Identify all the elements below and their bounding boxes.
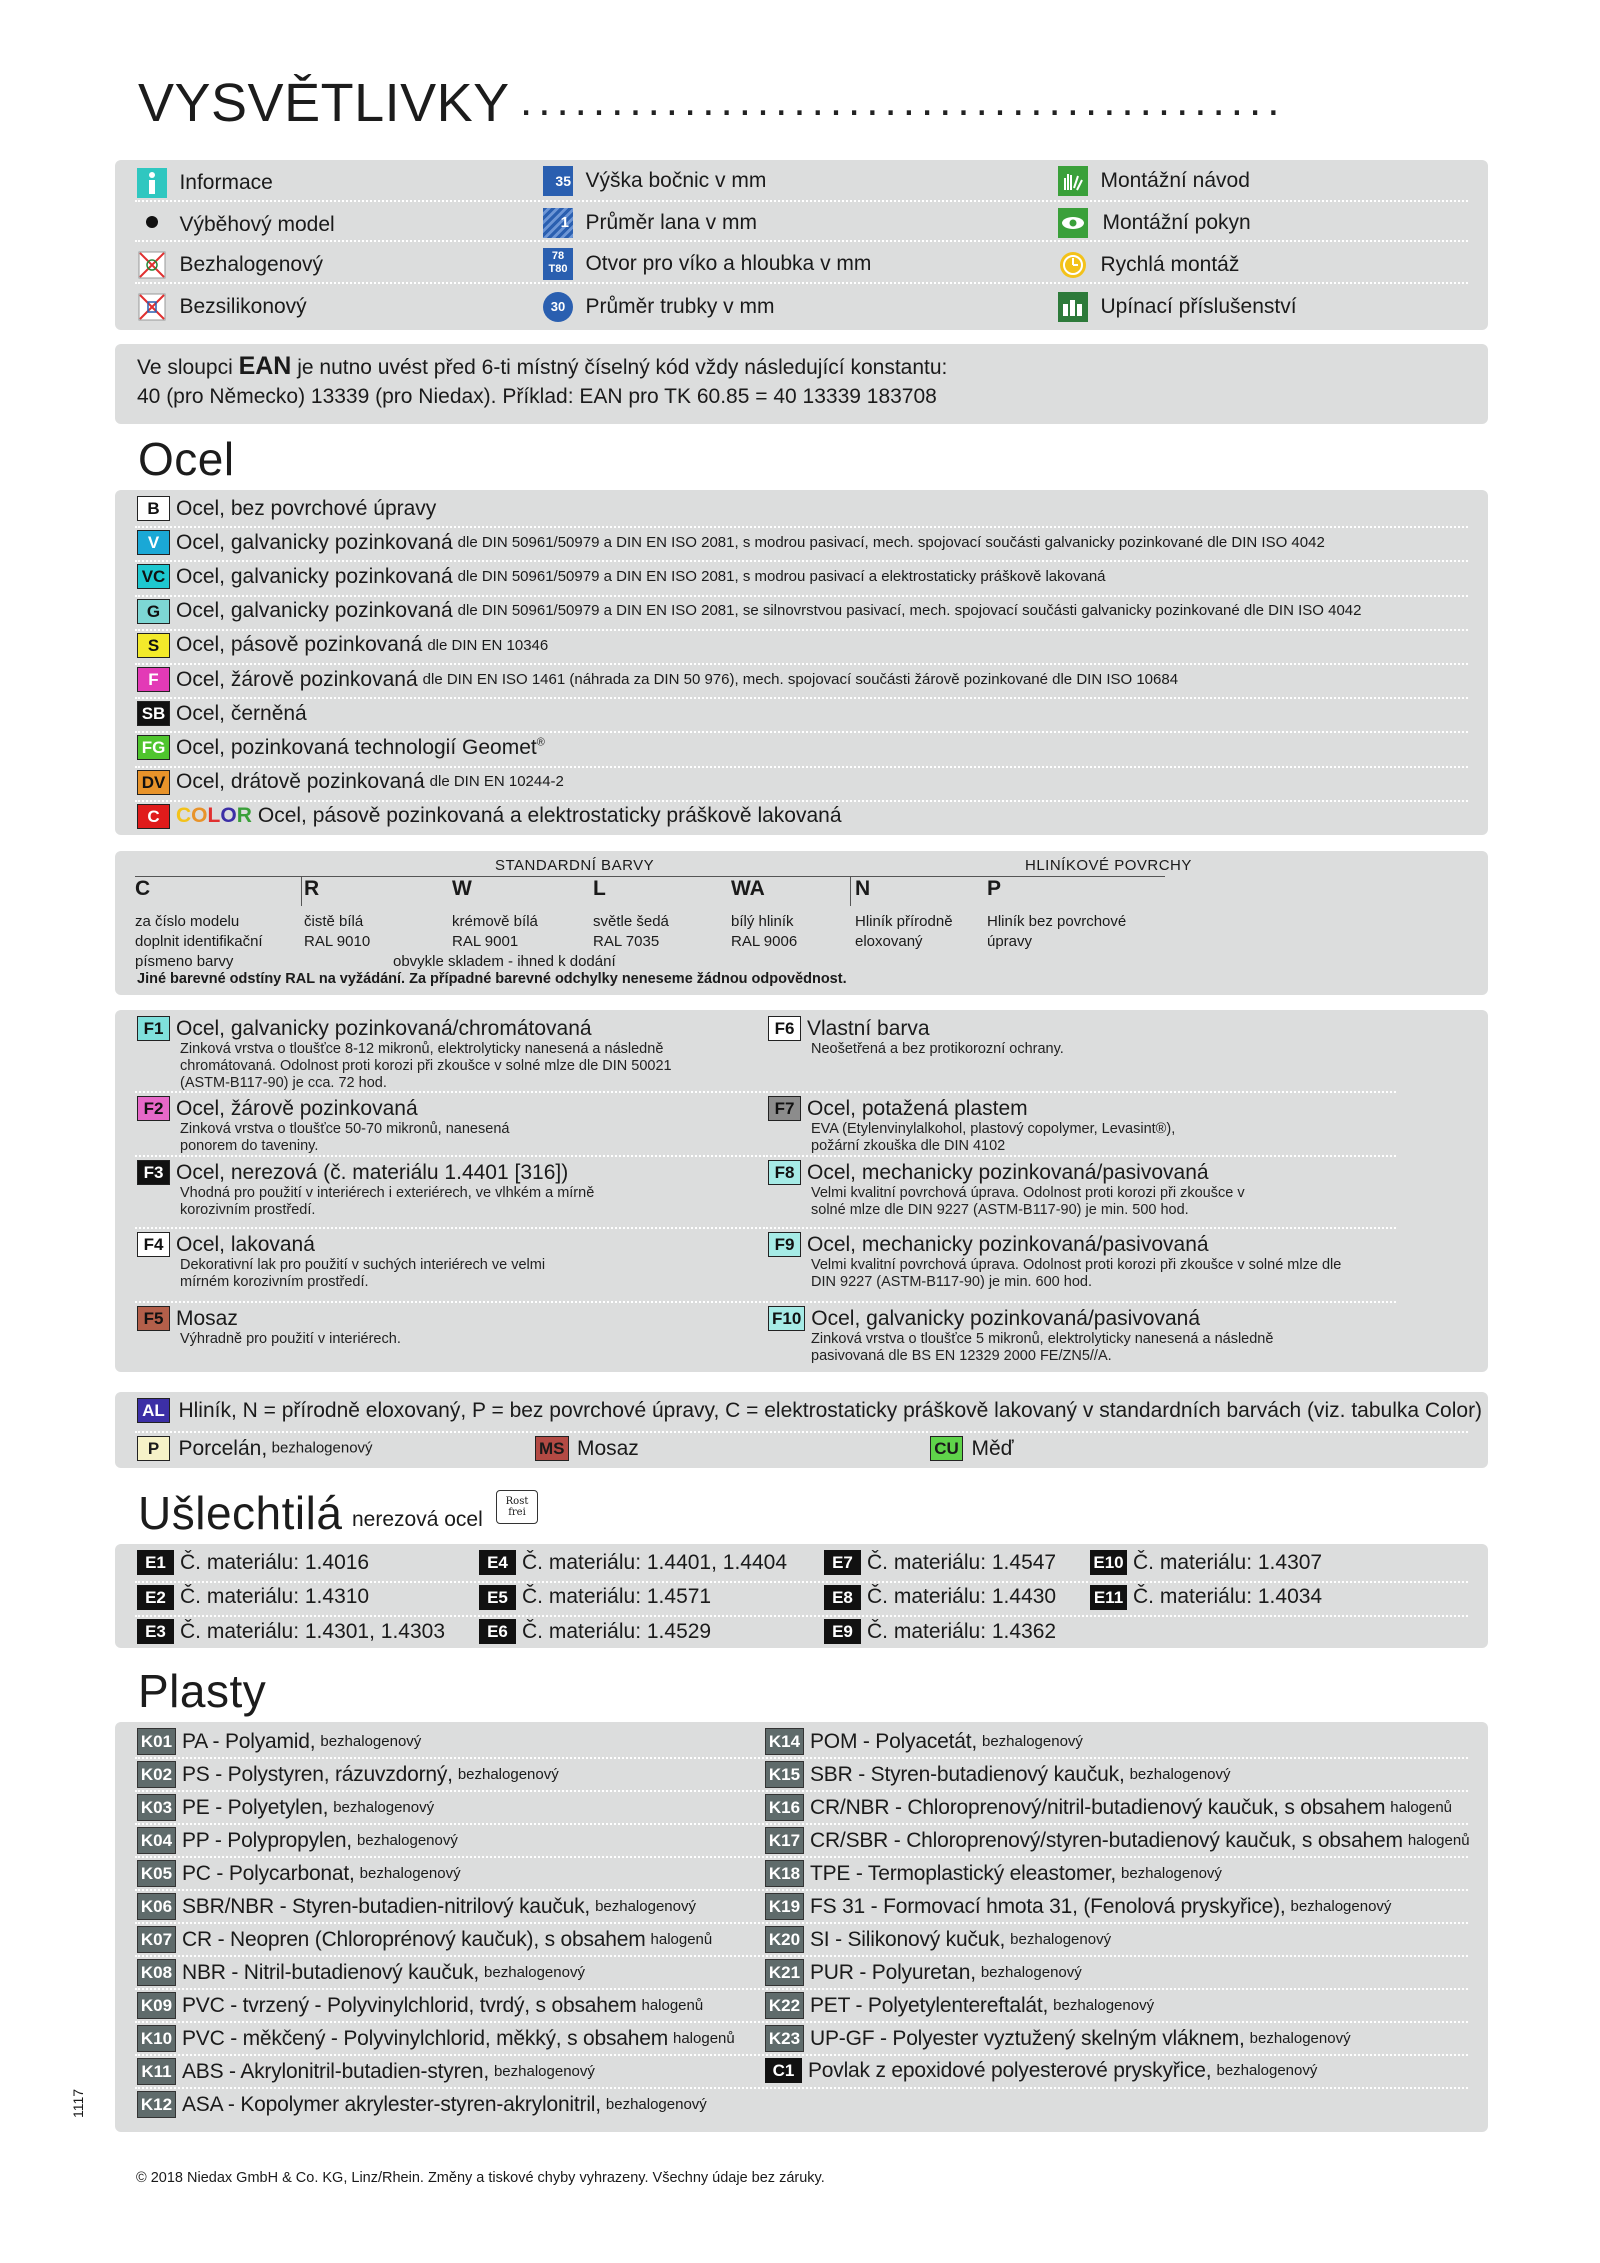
code-cu: CU (930, 1436, 963, 1461)
color-header-p: P (987, 877, 1002, 900)
steel-item-fg: FG Ocel, pozinkovaná technologií Geomet® (137, 735, 545, 760)
code-f3: F3 (137, 1160, 170, 1185)
plastic-item-k02: K02 PS - Polystyren, rázuvzdorný, bezhalogenový (137, 1761, 559, 1788)
code-e9: E9 (824, 1619, 861, 1644)
finish-f9: F9 Ocel, mechanicky pozinkovaná/pasivovaná Velmi kvalitní povrchová úprava. Odolnost proti korozi při zkoušce v solné mlze dle DIN 9227 (ASTM-B117-90) je min. 600 hod. (768, 1232, 1341, 1291)
code-k03: K03 (137, 1794, 176, 1821)
color-header-n: N (855, 877, 871, 900)
stainless-item-e10: E10 Č. materiálu: 1.4307 (1090, 1550, 1322, 1575)
finish-f5: F5 Mosaz Výhradně pro použití v interiérech. (137, 1306, 401, 1348)
steel-list (115, 490, 1488, 835)
finish-f2: F2 Ocel, žárově pozinkovaná Zinková vrstva o tloušťce 50-70 mikronů, nanesená ponorem do taveniny. (137, 1096, 509, 1155)
info-icon (137, 168, 167, 198)
stainless-item-e11: E11 Č. materiálu: 1.4034 (1090, 1585, 1322, 1610)
color-word: COLOR (176, 804, 252, 828)
ean-keyword: EAN (238, 352, 292, 380)
stainless-item-e1: E1 Č. materiálu: 1.4016 (137, 1550, 369, 1575)
code-ms: MS (535, 1436, 569, 1461)
code-k22: K22 (765, 1992, 804, 2019)
finish-list (115, 1010, 1488, 1372)
code-e1: E1 (137, 1550, 174, 1575)
legend-item-assembly-manual: Montážní návod (1058, 166, 1250, 196)
code-e3: E3 (137, 1619, 174, 1644)
quick-mount-icon (1058, 250, 1088, 280)
title-dotted-leader: .......................................... (520, 76, 1286, 125)
code-c: C (137, 804, 170, 829)
code-b: B (137, 496, 170, 521)
plastic-item-k21: K21 PUR - Polyuretan, bezhalogenový (765, 1959, 1082, 1986)
plastics-list (115, 1722, 1488, 2132)
plastic-item-k19: K19 FS 31 - Formovací hmota 31, (Fenolová pryskyřice), bezhalogenový (765, 1893, 1391, 1920)
steel-item-f: F Ocel, žárově pozinkovaná dle DIN EN ISO 1461 (náhrada za DIN 50 976), mech. spojovací součásti žárově pozinkované dle DIN ISO 10684 (137, 667, 1178, 692)
steel-item-b: B Ocel, bez povrchové úpravy (137, 496, 436, 521)
code-f7: F7 (768, 1096, 801, 1121)
color-header-l: L (593, 877, 606, 900)
code-e6: E6 (479, 1619, 516, 1644)
code-k20: K20 (765, 1926, 804, 1953)
plastic-item-k14: K14 POM - Polyacetát, bezhalogenový (765, 1728, 1083, 1755)
color-table (115, 851, 1488, 995)
plastic-item-k04: K04 PP - Polypropylen, bezhalogenový (137, 1827, 458, 1854)
code-p: P (137, 1436, 170, 1461)
legend-item-quick-mount: Rychlá montáž (1058, 250, 1239, 280)
legend-item-info: Informace (137, 168, 273, 198)
stainless-item-e3: E3 Č. materiálu: 1.4301, 1.4303 (137, 1619, 445, 1644)
plastic-item-c1: C1 Povlak z epoxidové polyesterové pryskyřice, bezhalogenový (765, 2058, 1317, 2083)
rostfrei-badge: Rost frei (496, 1490, 538, 1524)
code-f2: F2 (137, 1096, 170, 1121)
legend-item-clamping: Upínací příslušenství (1058, 292, 1297, 322)
stainless-item-e4: E4 Č. materiálu: 1.4401, 1.4404 (479, 1550, 787, 1575)
plastic-item-k22: K22 PET - Polyetylentereftalát, bezhalogenový (765, 1992, 1154, 2019)
color-cell: eloxovaný (855, 933, 923, 950)
color-header-r: R (304, 877, 320, 900)
stainless-list (115, 1544, 1488, 1648)
plastic-item-k10: K10 PVC - měkčený - Polyvinylchlorid, měkký, s obsahem halogenů (137, 2025, 735, 2052)
page-title: VYSVĚTLIVKY (138, 73, 510, 133)
finish-f3: F3 Ocel, nerezová (č. materiálu 1.4401 [316]) Vhodná pro použití v interiérech i exteriérech, ve vlhkém a mírně korozivním prostředí. (137, 1160, 594, 1219)
code-k21: K21 (765, 1959, 804, 1986)
plastic-item-k20: K20 SI - Silikonový kučuk, bezhalogenový (765, 1926, 1111, 1953)
section-title-stainless: Ušlechtilá (138, 1487, 343, 1539)
color-cell: úpravy (987, 933, 1033, 950)
page-number: 1117 (70, 2088, 86, 2118)
material-copper: CU Měď (930, 1436, 1014, 1461)
color-cell: RAL 9001 (452, 933, 519, 950)
stainless-item-e5: E5 Č. materiálu: 1.4571 (479, 1585, 711, 1610)
code-f: F (137, 667, 170, 692)
section-title-steel: Ocel (138, 433, 235, 485)
color-cell: za číslo modelu (135, 913, 240, 930)
silicone-free-icon (137, 292, 167, 322)
plastic-item-k09: K09 PVC - tvrzený - Polyvinylchlorid, tvrdý, s obsahem halogenů (137, 1992, 703, 2019)
color-cell: krémově bílá (452, 913, 538, 930)
stainless-item-e9: E9 Č. materiálu: 1.4362 (824, 1619, 1056, 1644)
code-k23: K23 (765, 2025, 804, 2052)
code-e2: E2 (137, 1585, 174, 1610)
color-cell: světle šedá (593, 913, 669, 930)
plastic-item-k17: K17 CR/SBR - Chloroprenový/styren-butadienový kaučuk, s obsahem halogenů (765, 1827, 1470, 1854)
code-k12: K12 (137, 2091, 176, 2118)
legend-item-outgoing-model: Výběhový model (137, 210, 335, 240)
other-materials (115, 1392, 1488, 1468)
legend-item-rope-diameter: 1 Průměr lana v mm (543, 208, 757, 238)
color-cell: bílý hliník (731, 913, 794, 930)
code-k10: K10 (137, 2025, 176, 2052)
material-al: AL Hliník, N = přírodně eloxovaný, P = bez povrchové úpravy, C = elektrostaticky práškově lakovaný v standardních barvách (viz. tabulka Color) (137, 1398, 1482, 1423)
color-cell: čistě bílá (304, 913, 364, 930)
ean-note: Ve sloupci EAN je nutno uvést před 6-ti místný číselný kód vždy následující konstantu: 40 (pro Německo) 13339 (pro Niedax). Příklad: EAN pro TK 60.85 = 40 13339 183708 (115, 344, 1488, 424)
steel-item-g: G Ocel, galvanicky pozinkovaná dle DIN 50961/50979 a DIN EN ISO 2081, se silnovrstvou pasivací, mech. spojovací součásti galvanicky pozinkované dle DIN ISO 4042 (137, 599, 1361, 624)
code-al: AL (137, 1398, 170, 1423)
code-k05: K05 (137, 1860, 176, 1887)
color-cell: doplnit identifikační (135, 933, 263, 950)
plastic-item-k18: K18 TPE - Termoplastický eleastomer, bezhalogenový (765, 1860, 1222, 1887)
code-e7: E7 (824, 1550, 861, 1575)
color-cell: RAL 9006 (731, 933, 798, 950)
plastic-item-k23: K23 UP-GF - Polyester vyztužený skelným vláknem, bezhalogenový (765, 2025, 1351, 2052)
finish-f8: F8 Ocel, mechanicky pozinkovaná/pasivovaná Velmi kvalitní povrchová úprava. Odolnost proti korozi při zkoušce v solné mlze dle DIN 9227 (ASTM-B117-90) je min. 500 hod. (768, 1160, 1245, 1219)
code-s: S (137, 633, 170, 658)
code-k06: K06 (137, 1893, 176, 1920)
dot-icon (137, 210, 167, 240)
code-g: G (137, 599, 170, 624)
plastic-item-k08: K08 NBR - Nitril-butadienový kaučuk, bezhalogenový (137, 1959, 585, 1986)
code-f4: F4 (137, 1232, 170, 1257)
steel-item-c: C COLOR Ocel, pásově pozinkovaná a elektrostaticky práškově lakovaná (137, 804, 842, 829)
finish-f1: F1 Ocel, galvanicky pozinkovaná/chromátovaná Zinková vrstva o tloušťce 8-12 mikronů, elektrolyticky nanesená a následně chromátovaná. Odolnost proti korozi při zkoušce v solné mlze dle DIN 50021 (ASTM-B117-90) je cca. 72 hod. (137, 1016, 672, 1092)
finish-f6: F6 Vlastní barva Neošetřená a bez protikorozní ochrany. (768, 1016, 1064, 1058)
code-k19: K19 (765, 1893, 804, 1920)
code-v: V (137, 530, 170, 555)
color-header-c: C (135, 877, 151, 900)
finish-f10: F10 Ocel, galvanicky pozinkovaná/pasivovaná Zinková vrstva o tloušťce 5 mikronů, elektrolyticky nanesená a následně pasivovaná dle BS EN 12329 2000 FE/ZN5//A. (768, 1306, 1273, 1365)
code-sb: SB (137, 701, 170, 726)
code-e8: E8 (824, 1585, 861, 1610)
material-porcelain: P Porcelán, bezhalogenový (137, 1436, 373, 1461)
steel-item-sb: SB Ocel, černěná (137, 701, 307, 726)
plastic-item-k05: K05 PC - Polycarbonat, bezhalogenový (137, 1860, 461, 1887)
code-f9: F9 (768, 1232, 801, 1257)
code-k02: K02 (137, 1761, 176, 1788)
code-vc: VC (137, 564, 170, 589)
side-height-icon: 35 (543, 166, 573, 196)
stainless-item-e6: E6 Č. materiálu: 1.4529 (479, 1619, 711, 1644)
code-f6: F6 (768, 1016, 801, 1041)
steel-item-vc: VC Ocel, galvanicky pozinkovaná dle DIN 50961/50979 a DIN EN ISO 2081, s modrou pasivací a elektrostaticky práškově lakovaná (137, 564, 1106, 589)
color-cell: Hliník bez povrchové (987, 913, 1127, 930)
steel-item-dv: DV Ocel, drátově pozinkovaná dle DIN EN 10244-2 (137, 770, 564, 795)
tube-diameter-icon: 30 (543, 292, 573, 322)
finish-f7: F7 Ocel, potažená plastem EVA (Etylenvinylalkohol, plastový copolymer, Levasint®), požární zkouška dle DIN 4102 (768, 1096, 1175, 1155)
steel-item-s: S Ocel, pásově pozinkovaná dle DIN EN 10346 (137, 633, 548, 658)
code-k14: K14 (765, 1728, 804, 1755)
code-k04: K04 (137, 1827, 176, 1854)
stainless-item-e2: E2 Č. materiálu: 1.4310 (137, 1585, 369, 1610)
code-k01: K01 (137, 1728, 176, 1755)
code-k17: K17 (765, 1827, 804, 1854)
section-title-plastics: Plasty (138, 1665, 267, 1717)
color-header-wa: WA (731, 877, 765, 900)
code-f8: F8 (768, 1160, 801, 1185)
plastic-item-k15: K15 SBR - Styren-butadienový kaučuk, bezhalogenový (765, 1761, 1231, 1788)
stainless-item-e8: E8 Č. materiálu: 1.4430 (824, 1585, 1056, 1610)
color-footnote: Jiné barevné odstíny RAL na vyžádání. Za případné barevné odchylky neneseme žádnou odpovědnost. (137, 971, 847, 987)
legend-box (115, 160, 1488, 330)
rope-diameter-icon: 1 (543, 208, 573, 238)
hands-icon (1058, 166, 1088, 196)
plastic-item-k11: K11 ABS - Akrylonitril-butadien-styren, bezhalogenový (137, 2058, 595, 2085)
plastic-item-k01: K01 PA - Polyamid, bezhalogenový (137, 1728, 421, 1755)
legend-item-assembly-hint: Montážní pokyn (1058, 208, 1251, 238)
plastic-item-k03: K03 PE - Polyetylen, bezhalogenový (137, 1794, 434, 1821)
code-e4: E4 (479, 1550, 516, 1575)
plastic-item-k16: K16 CR/NBR - Chloroprenový/nitril-butadienový kaučuk, s obsahem halogenů (765, 1794, 1452, 1821)
legend-item-tube-diameter: 30 Průměr trubky v mm (543, 292, 774, 322)
code-f10: F10 (768, 1306, 805, 1331)
code-k07: K07 (137, 1926, 176, 1953)
clamp-icon (1058, 292, 1088, 322)
plastic-item-k06: K06 SBR/NBR - Styren-butadien-nitrilový kaučuk, bezhalogenový (137, 1893, 696, 1920)
code-k16: K16 (765, 1794, 804, 1821)
group-aluminium-surfaces: HLINÍKOVÉ POVRCHY (1025, 857, 1192, 874)
legend-item-side-height: 35 Výška bočnic v mm (543, 166, 766, 196)
plastic-item-k07: K07 CR - Neopren (Chloroprénový kaučuk), s obsahem halogenů (137, 1926, 712, 1953)
legend-item-halogen-free: Bezhalogenový (137, 250, 323, 280)
code-e10: E10 (1090, 1550, 1127, 1575)
color-cell: RAL 9010 (304, 933, 371, 950)
code-f5: F5 (137, 1306, 170, 1331)
halogen-free-icon (137, 250, 167, 280)
color-cell: Hliník přírodně (855, 913, 953, 930)
plastic-item-k12: K12 ASA - Kopolymer akrylester-styren-akrylonitril, bezhalogenový (137, 2091, 707, 2118)
code-k08: K08 (137, 1959, 176, 1986)
footer-copyright: © 2018 Niedax GmbH & Co. KG, Linz/Rhein. Změny a tiskové chyby vyhrazeny. Všechny údaje bez záruky. (136, 2170, 825, 2186)
code-k18: K18 (765, 1860, 804, 1887)
color-code-note-3: písmeno barvy (135, 953, 234, 970)
code-e11: E11 (1090, 1585, 1127, 1610)
stock-note: obvykle skladem - ihned k dodání (393, 953, 616, 970)
stainless-item-e7: E7 Č. materiálu: 1.4547 (824, 1550, 1056, 1575)
code-k15: K15 (765, 1761, 804, 1788)
code-e5: E5 (479, 1585, 516, 1610)
code-dv: DV (137, 770, 170, 795)
section-subtitle-stainless: nerezová ocel (352, 1508, 483, 1531)
lid-hole-icon: 78 T80 (543, 248, 573, 280)
color-header-w: W (452, 877, 472, 900)
group-standard-colors: STANDARDNÍ BARVY (495, 857, 655, 874)
code-fg: FG (137, 735, 170, 760)
color-cell: RAL 7035 (593, 933, 660, 950)
eye-icon (1058, 208, 1088, 238)
material-brass: MS Mosaz (535, 1436, 639, 1461)
code-f1: F1 (137, 1016, 170, 1041)
steel-item-v: V Ocel, galvanicky pozinkovaná dle DIN 50961/50979 a DIN EN ISO 2081, s modrou pasivací, mech. spojovací součásti galvanicky pozinkované dle DIN ISO 4042 (137, 530, 1325, 555)
code-c1: C1 (765, 2058, 802, 2083)
code-k09: K09 (137, 1992, 176, 2019)
legend-item-silicone-free: Bezsilikonový (137, 292, 307, 322)
legend-item-lid-hole: 78 T80 Otvor pro víko a hloubka v mm (543, 248, 871, 280)
code-k11: K11 (137, 2058, 176, 2085)
finish-f4: F4 Ocel, lakovaná Dekorativní lak pro použití v suchých interiérech ve velmi mírném korozivním prostředí. (137, 1232, 545, 1291)
